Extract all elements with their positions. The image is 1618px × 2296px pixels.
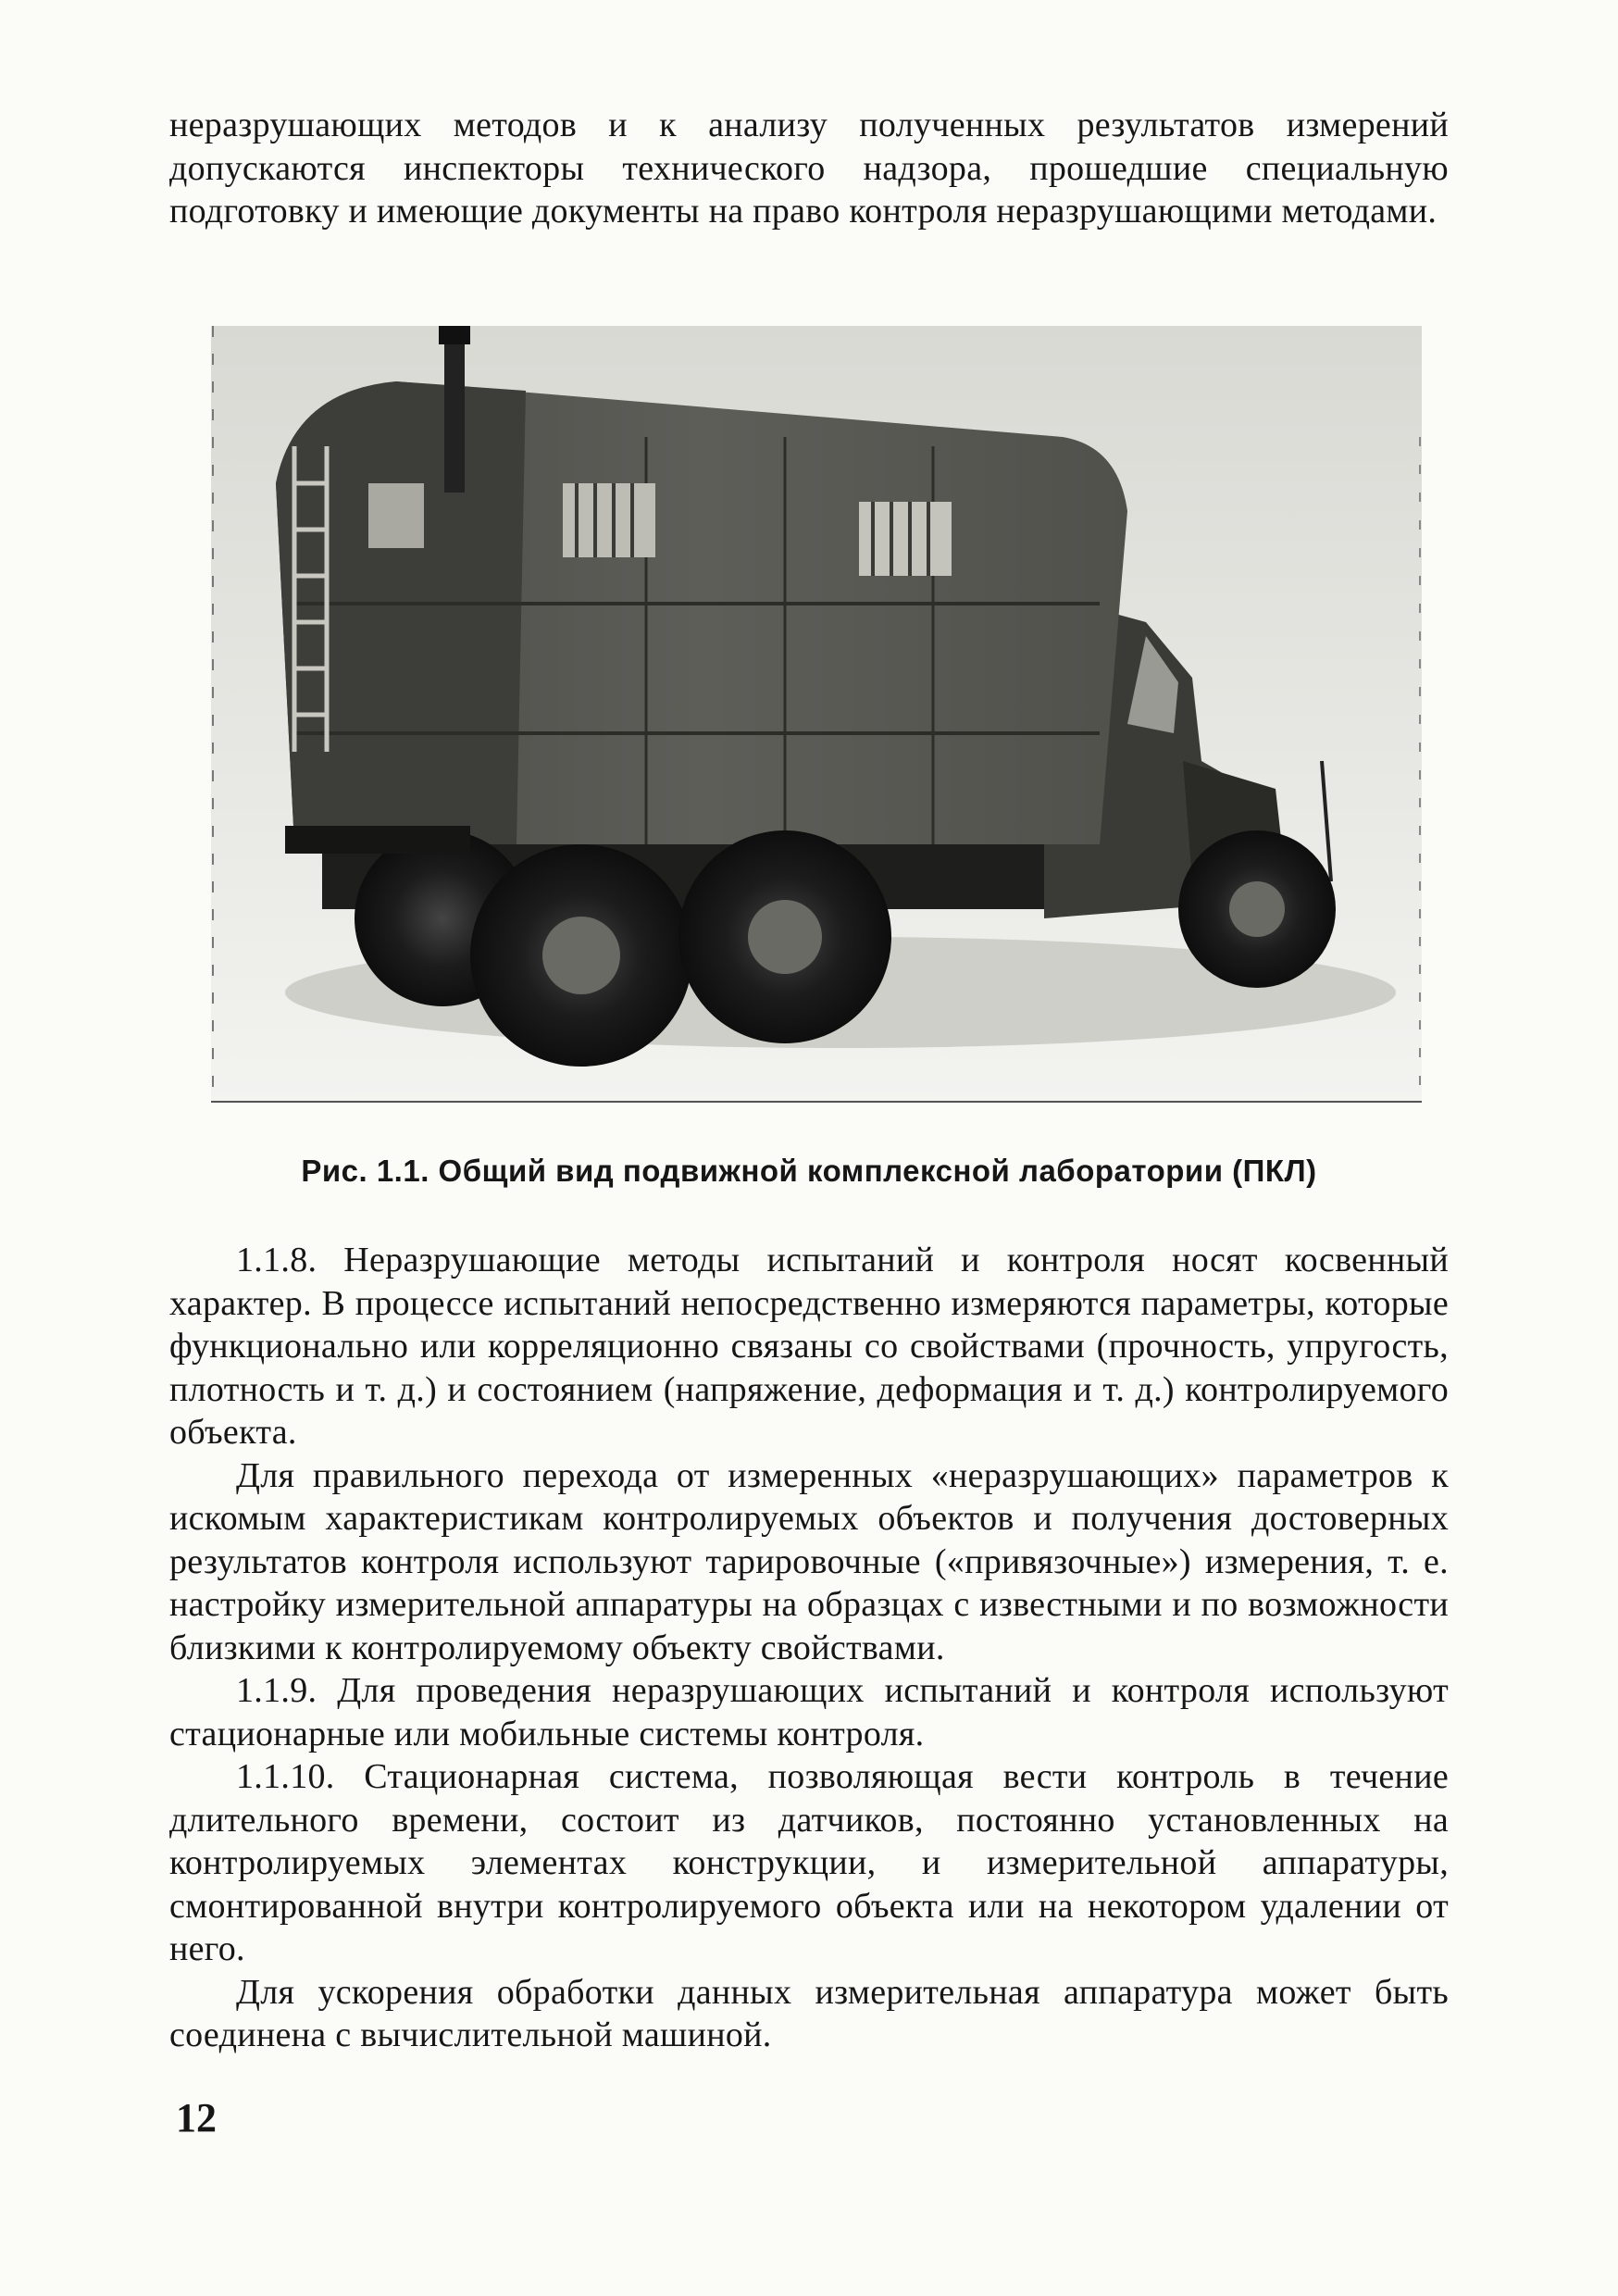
rear-bumper — [285, 826, 470, 854]
paragraph-computing: Для ускорения обработки данных измерительная аппаратура может быть соединена с вычислительной машиной. — [169, 1972, 1449, 2054]
body-text-block — [169, 1239, 1449, 2057]
figure-truck-photo — [211, 326, 1422, 1104]
paragraph-calibration: Для правильного перехода от измеренных «неразрушающих» параметров к искомым характеристикам контролируемых объектов и получения достоверных результатов контроля используют тарировочные («привязочные») измерения, т. е. настройку измерительной аппаратуры на образцах с известными и по возможности близкими к контролируемому объекту свойствами. — [169, 1455, 1449, 1667]
exhaust-pipe — [444, 326, 465, 493]
paragraph-1-1-8: 1.1.8. Неразрушающие методы испытаний и контроля носят косвенный характер. В процессе испытаний непосредственно измеряются параметры, которые функционально или корреляционно связаны со свойствами (прочность, упругость, плотность и т. д.) и состоянием (напряжение, деформация и т. д.) контролируемого объекта. — [169, 1241, 1449, 1452]
page-number: 12 — [176, 2095, 217, 2140]
paragraph-1-1-10: 1.1.10. Стационарная система, позволяющая вести контроль в течение длительного времени, состоит из датчиков, постоянно установленных на контролируемых элементах конструкции, и измерительной аппаратуры, смонтированной внутри контролируемого объекта или на некотором удалении от него. — [169, 1757, 1449, 1968]
figure-caption: Рис. 1.1. Общий вид подвижной комплексной лаборатории (ПКЛ) — [301, 1154, 1317, 1188]
top-text-block — [169, 104, 1449, 233]
paragraph-continuation: неразрушающих методов и к анализу полученных результатов измерений допускаются инспекторы технического надзора, прошедшие специальную подготовку и имеющие документы на право контроля неразрушающими методами. — [169, 106, 1449, 231]
truck-illustration — [211, 326, 1422, 1104]
paragraph-1-1-9: 1.1.9. Для проведения неразрушающих испытаний и контроля используют стационарные или мобильные системы контроля. — [169, 1671, 1449, 1753]
